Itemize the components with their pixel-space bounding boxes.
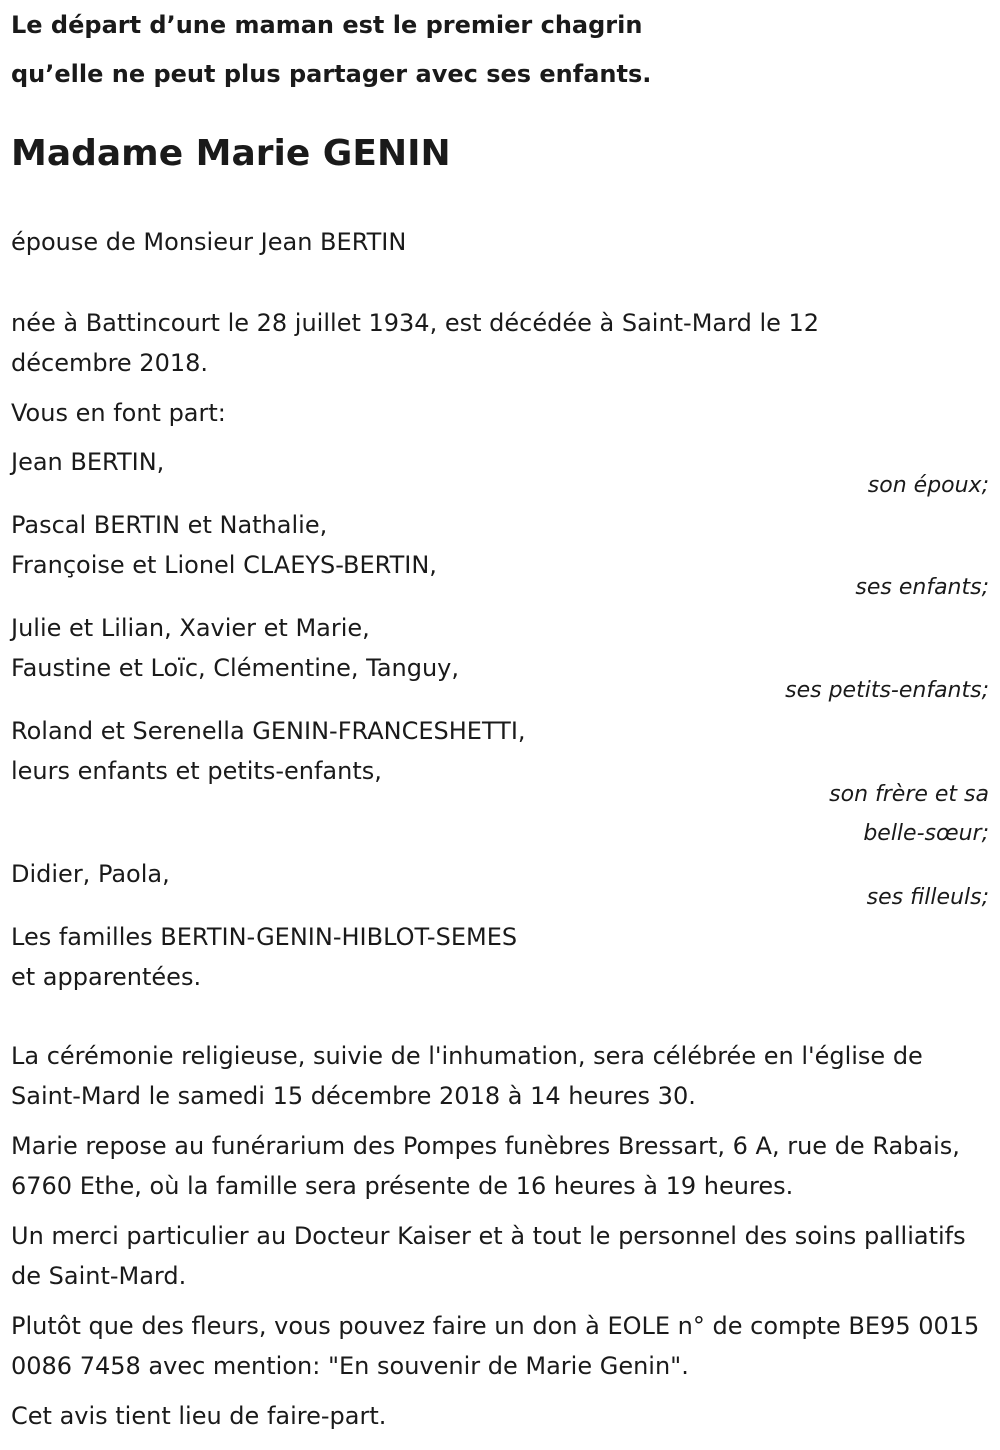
family-spouse-name: Jean BERTIN, [11, 448, 165, 476]
family-children-line-2: Françoise et Lionel CLAEYS-BERTIN, [11, 551, 437, 579]
family-grandchildren-line-2: Faustine et Loïc, Clémentine, Tanguy, [11, 654, 460, 682]
family-spouse-role: son époux; [867, 473, 989, 498]
ceremony-paragraph: La cérémonie religieuse, suivie de l'inhumation, sera célébrée en l'église de Saint-Mard le samedi 15 décembre 2018 à 14 heures 30. [11, 1042, 923, 1110]
funerarium-paragraph: Marie repose au funérarium des Pompes funèbres Bressart, 6 A, rue de Rabais, 6760 Ethe, où la famille sera présente de 16 heures à 19 heures. [11, 1132, 960, 1200]
family-grandchildren-role: ses petits-enfants; [785, 678, 989, 703]
family-brother-role-line-2: belle-sœur; [863, 821, 989, 846]
family-grandchildren-line-1: Julie et Lilian, Xavier et Marie, [11, 614, 370, 642]
closing-line: Cet avis tient lieu de faire-part. [11, 1402, 387, 1430]
epigraph-line-1: Le départ d’une maman est le premier chagrin [11, 11, 643, 39]
epigraph-line-2: qu’elle ne peut plus partager avec ses enfants. [11, 60, 652, 88]
donation-paragraph: Plutôt que des fleurs, vous pouvez faire un don à EOLE n° de compte BE95 0015 0086 7458 avec mention: "En souvenir de Marie Genin". [11, 1312, 980, 1380]
family-brother-line-2: leurs enfants et petits-enfants, [11, 757, 382, 785]
spouse-line: épouse de Monsieur Jean BERTIN [11, 228, 407, 256]
family-godchildren-name: Didier, Paola, [11, 860, 170, 888]
family-brother-role-line-1: son frère et sa [829, 782, 989, 807]
family-godchildren-role: ses filleuls; [866, 885, 989, 910]
family-children-line-1: Pascal BERTIN et Nathalie, [11, 511, 328, 539]
family-extended-line-1: Les familles BERTIN-GENIN-HIBLOT-SEMES [11, 923, 518, 951]
deceased-name: Madame Marie GENIN [11, 133, 451, 174]
family-brother-line-1: Roland et Serenella GENIN-FRANCESHETTI, [11, 717, 526, 745]
birth-death-line-1: née à Battincourt le 28 juillet 1934, est décédée à Saint-Mard le 12 [11, 309, 820, 337]
family-children-role: ses enfants; [855, 575, 989, 600]
thanks-paragraph: Un merci particulier au Docteur Kaiser et à tout le personnel des soins palliatifs de Saint-Mard. [11, 1222, 966, 1290]
birth-death-line-2: décembre 2018. [11, 349, 209, 377]
announce-intro: Vous en font part: [11, 399, 226, 427]
family-extended-line-2: et apparentées. [11, 963, 202, 991]
